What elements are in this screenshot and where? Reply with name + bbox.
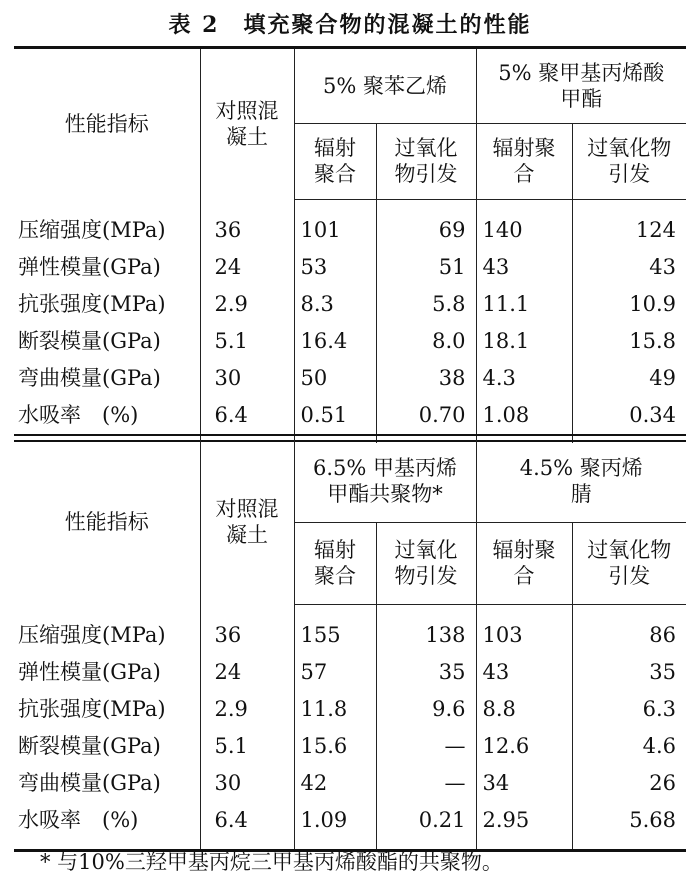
header-property: 性能指标 <box>14 48 200 200</box>
table-row <box>14 359 686 396</box>
table-row <box>14 727 686 764</box>
table-row <box>14 616 686 653</box>
cell-value: 43 <box>476 248 572 285</box>
cell-value: 11.8 <box>294 690 376 727</box>
row-label: 弹性模量(GPa) <box>14 248 200 285</box>
cell-value: 43 <box>476 653 572 690</box>
header-radiation: 辐射聚合 <box>476 124 572 200</box>
cell-value: 0.70 <box>376 396 476 433</box>
header-group-polystyrene: 5% 聚苯乙烯 <box>294 48 476 124</box>
row-label: 抗张强度(MPa) <box>14 690 200 727</box>
table-row <box>14 396 686 433</box>
cell-value: 36 <box>200 616 294 653</box>
properties-table-2 <box>14 440 686 852</box>
header-peroxide: 过氧化物引发 <box>376 124 476 200</box>
cell-value: 0.51 <box>294 396 376 433</box>
properties-table-1 <box>14 46 686 443</box>
cell-value: 15.8 <box>629 328 676 353</box>
cell-value: 5.68 <box>629 807 676 832</box>
cell-value: 1.08 <box>476 396 572 433</box>
cell-value: 30 <box>200 764 294 801</box>
cell-value: 43 <box>649 254 676 279</box>
cell-value: 53 <box>294 248 376 285</box>
cell-value: 4.6 <box>642 733 676 758</box>
header-control: 对照混凝土 <box>200 440 294 604</box>
cell-value: 1.09 <box>294 801 376 838</box>
cell-value: 69 <box>376 211 476 248</box>
row-label: 弯曲模量(GPa) <box>14 359 200 396</box>
cell-value: 4.3 <box>476 359 572 396</box>
cell-value: 103 <box>476 616 572 653</box>
cell-value: 8.8 <box>476 690 572 727</box>
cell-value: 124 <box>635 217 676 242</box>
header-radiation: 辐射聚合 <box>294 124 376 200</box>
header-group-copolymer: 6.5% 甲基丙烯甲酯共聚物* <box>294 440 476 523</box>
header-peroxide: 过氧化物引发 <box>376 523 476 605</box>
table-row <box>14 653 686 690</box>
cell-value: 42 <box>294 764 376 801</box>
cell-value: 2.9 <box>200 285 294 322</box>
cell-value: 9.6 <box>376 690 476 727</box>
cell-value: 2.95 <box>476 801 572 838</box>
row-label: 断裂模量(GPa) <box>14 727 200 764</box>
row-label: 抗张强度(MPa) <box>14 285 200 322</box>
table-row <box>14 285 686 322</box>
cell-value: 18.1 <box>476 322 572 359</box>
header-peroxide: 过氧化物引发 <box>572 523 686 605</box>
cell-value: 57 <box>294 653 376 690</box>
cell-value: 35 <box>376 653 476 690</box>
cell-value: 38 <box>376 359 476 396</box>
row-label: 弹性模量(GPa) <box>14 653 200 690</box>
cell-value: 50 <box>294 359 376 396</box>
row-label: 水吸率 (%) <box>14 396 200 433</box>
row-label: 弯曲模量(GPa) <box>14 764 200 801</box>
table-row <box>14 211 686 248</box>
cell-value: 2.9 <box>200 690 294 727</box>
cell-value: 35 <box>649 659 676 684</box>
cell-value: 0.34 <box>629 402 676 427</box>
header-group-pmma: 5% 聚甲基丙烯酸甲酯 <box>476 48 686 124</box>
header-radiation: 辐射聚合 <box>294 523 376 605</box>
cell-value: 34 <box>476 764 572 801</box>
cell-value: 30 <box>200 359 294 396</box>
cell-value: 24 <box>200 653 294 690</box>
cell-value: 8.0 <box>376 322 476 359</box>
cell-value: 5.1 <box>200 727 294 764</box>
cell-value: — <box>376 764 476 801</box>
footnote: * 与10%三羟甲基丙烷三甲基丙烯酸酯的共聚物。 <box>40 850 503 874</box>
cell-value: 10.9 <box>629 291 676 316</box>
header-radiation: 辐射聚合 <box>476 523 572 605</box>
header-group-polyacrylonitrile: 4.5% 聚丙烯腈 <box>476 440 686 523</box>
cell-value: 15.6 <box>294 727 376 764</box>
cell-value: 6.3 <box>642 696 676 721</box>
row-label: 压缩强度(MPa) <box>14 211 200 248</box>
cell-value: 6.4 <box>200 396 294 433</box>
table-row <box>14 801 686 838</box>
cell-value: 5.1 <box>200 322 294 359</box>
cell-value: — <box>376 727 476 764</box>
cell-value: 101 <box>294 211 376 248</box>
table-title: 表 2 填充聚合物的混凝土的性能 <box>168 12 532 38</box>
row-label: 水吸率 (%) <box>14 801 200 838</box>
cell-value: 6.4 <box>200 801 294 838</box>
cell-value: 12.6 <box>476 727 572 764</box>
header-peroxide: 过氧化物引发 <box>572 124 686 200</box>
table-row <box>14 322 686 359</box>
cell-value: 8.3 <box>294 285 376 322</box>
table-row <box>14 764 686 801</box>
cell-value: 36 <box>200 211 294 248</box>
cell-value: 49 <box>649 365 676 390</box>
header-control: 对照混凝土 <box>200 48 294 200</box>
cell-value: 0.21 <box>376 801 476 838</box>
cell-value: 140 <box>476 211 572 248</box>
header-property: 性能指标 <box>14 440 200 604</box>
table-row <box>14 248 686 285</box>
cell-value: 16.4 <box>294 322 376 359</box>
cell-value: 26 <box>649 770 676 795</box>
cell-value: 86 <box>649 622 676 647</box>
table-row <box>14 690 686 727</box>
cell-value: 138 <box>376 616 476 653</box>
row-label: 压缩强度(MPa) <box>14 616 200 653</box>
cell-value: 11.1 <box>476 285 572 322</box>
cell-value: 155 <box>294 616 376 653</box>
row-label: 断裂模量(GPa) <box>14 322 200 359</box>
cell-value: 24 <box>200 248 294 285</box>
cell-value: 5.8 <box>376 285 476 322</box>
cell-value: 51 <box>376 248 476 285</box>
